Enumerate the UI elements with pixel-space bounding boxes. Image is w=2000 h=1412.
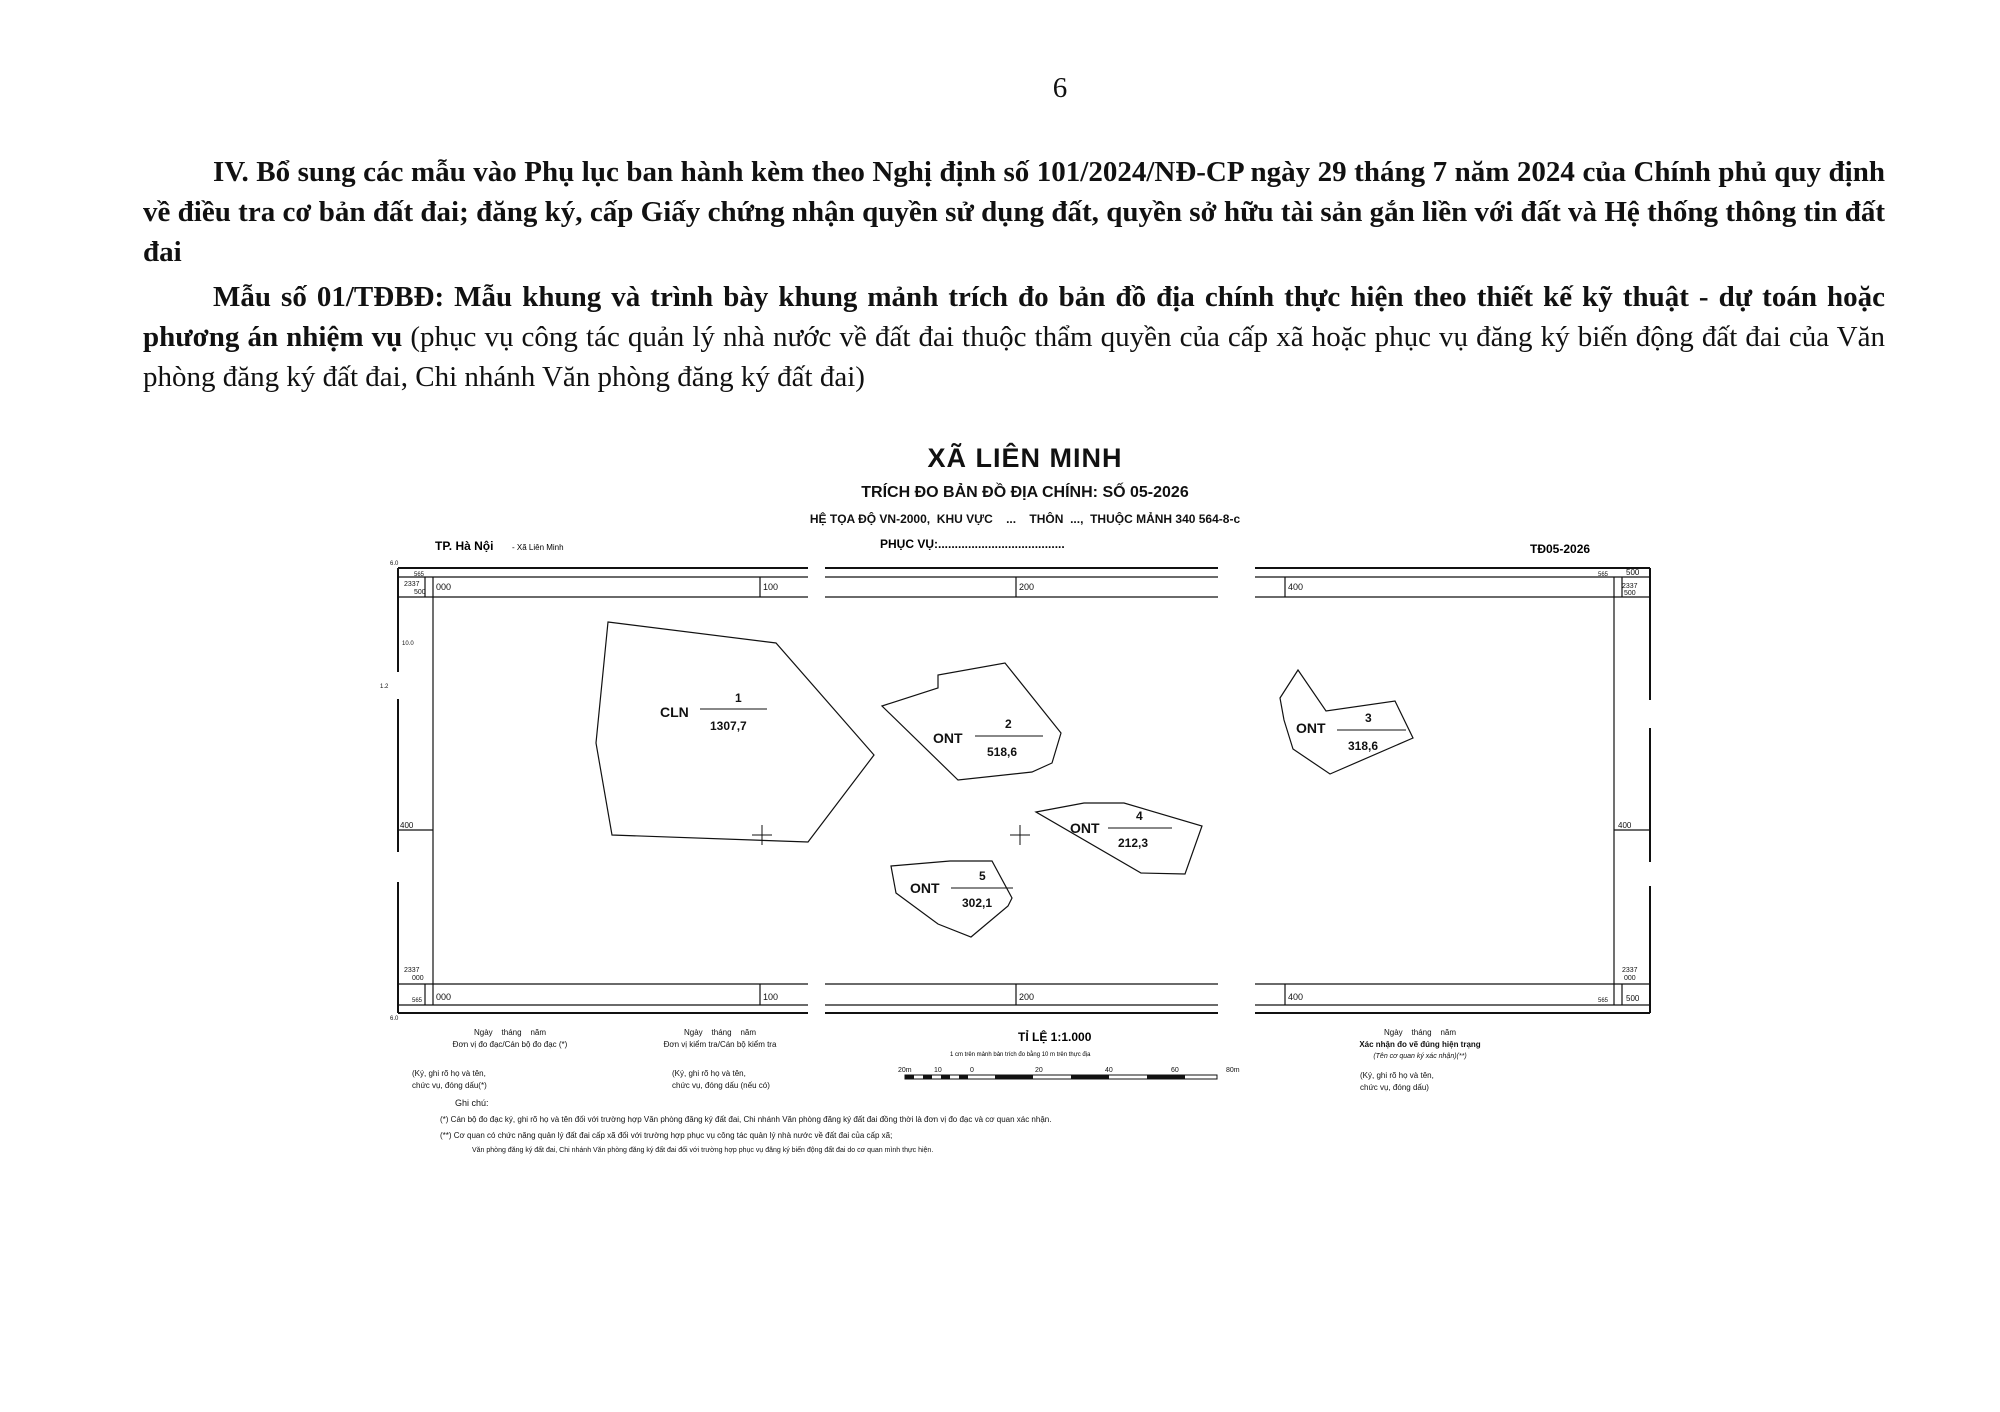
parcel-2-boundary — [882, 663, 1061, 780]
grid-label: 200 — [1019, 992, 1035, 1002]
sign-date: Ngày tháng năm — [1383, 1028, 1457, 1037]
location-sub: - Xã Liên Minh — [512, 543, 564, 552]
grid-label: 500 — [414, 589, 426, 596]
sign-role: Đơn vị kiểm tra/Cán bộ kiểm tra — [663, 1040, 777, 1049]
signature-instruction-surveyor — [412, 1068, 562, 1092]
section-iv-paragraph: IV. Bổ sung các mẫu vào Phụ lục ban hành kèm theo Nghị định số 101/2024/NĐ-CP ngày 29 tháng 7 năm 2024 của Chính phủ quy định về điều tra cơ bản đất đai; đăng ký, cấp Giấy chứng nhận quyền sử dụng đất, quyền sở hữu tài sản gắn liền với đất và Hệ thống thông tin đất đai — [143, 156, 1885, 268]
grid-label: 000 — [436, 992, 452, 1002]
form-01-description: (phục vụ công tác quản lý nhà nước về đất đai thuộc thẩm quyền của cấp xã hoặc phục vụ đăng ký biến động đất đai của Văn phòng đăng ký đất đai, Chi nhánh Văn phòng đăng ký đất đai) — [143, 321, 1885, 393]
location-main: TP. Hà Nội — [435, 539, 494, 553]
scale-tick: 40 — [1105, 1067, 1113, 1074]
scale-tick: 80m — [1226, 1067, 1240, 1074]
grid-label: 2337 — [404, 581, 420, 588]
note-line: (**) Cơ quan có chức năng quản lý đất đai cấp xã đối với trường hợp phục vụ công tác quản lý nhà nước về đất đai của cấp xã; — [440, 1131, 893, 1140]
parcel-number: 4 — [1136, 809, 1143, 823]
sign-role: Xác nhận đo vẽ đúng hiện trạng — [1359, 1040, 1481, 1049]
sign-instruction: (Ký, ghi rõ họ và tên, — [672, 1069, 746, 1078]
grid-label: 400 — [1618, 821, 1632, 830]
notes-heading: Ghi chú: — [455, 1098, 489, 1108]
parcel-area: 212,3 — [1118, 836, 1149, 850]
signature-block-inspector — [640, 1027, 800, 1051]
parcel-type: ONT — [933, 730, 963, 746]
scale-note: 1 cm trên mảnh bản trích đo bằng 10 m trên thực địa — [950, 1052, 1091, 1058]
scale-tick: 0 — [970, 1067, 974, 1074]
grid-label: 2337 — [1622, 583, 1638, 590]
grid-label: 400 — [1288, 582, 1304, 592]
sign-instruction-2: chức vụ, đóng dấu(*) — [412, 1081, 487, 1090]
sign-date: Ngày tháng năm — [473, 1028, 547, 1037]
page-number: 6 — [1052, 72, 1068, 104]
scale-title: TỈ LỆ 1:1.000 — [1018, 1030, 1092, 1044]
parcel-type: ONT — [1296, 720, 1326, 736]
parcel-area: 518,6 — [987, 745, 1018, 759]
serve-label: PHỤC VỤ:...................................... — [880, 537, 1065, 551]
grid-label: 6.0 — [390, 1016, 399, 1022]
grid-label: 500 — [1626, 994, 1640, 1003]
grid-label: 000 — [436, 582, 452, 592]
parcel-5-boundary — [891, 861, 1012, 937]
signature-block-surveyor — [410, 1027, 610, 1051]
note-line: Văn phòng đăng ký đất đai, Chi nhánh Văn phòng đăng ký đất đai đối với trường hợp phục vụ đăng ký biến động đất đai do cơ quan mình thực hiện. — [472, 1147, 934, 1154]
grid-label: 565 — [414, 572, 425, 578]
grid-label: 565 — [1598, 998, 1609, 1004]
sign-date: Ngày tháng năm — [683, 1028, 757, 1037]
frame-outer — [398, 568, 1650, 1013]
map-subtitle: TRÍCH ĐO BẢN ĐỒ ĐỊA CHÍNH: SỐ 05-2026 — [861, 484, 1189, 501]
sign-instruction-2: chức vụ, đóng dấu (nếu có) — [672, 1081, 770, 1090]
grid-label: 10.0 — [402, 641, 414, 647]
grid-label: 000 — [412, 975, 424, 982]
scale-tick: 20m — [898, 1067, 912, 1074]
scale-tick: 60 — [1171, 1067, 1179, 1074]
grid-label: 565 — [412, 998, 423, 1004]
grid-label: 2337 — [404, 967, 420, 974]
map-coordinate-system: HỆ TỌA ĐỘ VN-2000, KHU VỰC ... THÔN ..., THUỘC MẢNH 340 564-8-c — [809, 512, 1241, 526]
grid-label: 565 — [1598, 572, 1609, 578]
sign-role: Đơn vị đo đạc/Cán bộ đo đạc (*) — [452, 1040, 568, 1049]
sign-instruction: (Ký, ghi rõ họ và tên, — [1360, 1071, 1434, 1080]
grid-label: 500 — [1624, 590, 1636, 597]
sign-role-2: (Tên cơ quan ký xác nhận)(**) — [1373, 1053, 1467, 1060]
grid-label: 200 — [1019, 582, 1035, 592]
grid-label: 400 — [400, 821, 414, 830]
parcel-number: 2 — [1005, 717, 1012, 731]
grid-label: 400 — [1288, 992, 1304, 1002]
grid-label: 100 — [763, 992, 779, 1002]
parcel-area: 302,1 — [962, 896, 993, 910]
signature-instruction-confirmation — [1360, 1070, 1500, 1094]
form-01-title: Mẫu số 01/TĐBĐ: Mẫu khung và trình bày khung mảnh trích đo bản đồ địa chính thực hiện theo thiết kế kỹ thuật - dự toán hoặc phương án nhiệm vụ — [143, 281, 1885, 353]
grid-label: 500 — [1626, 568, 1640, 577]
frame-inner — [398, 577, 1650, 1005]
grid-label: 100 — [763, 582, 779, 592]
map-code: TĐ05-2026 — [1530, 542, 1591, 556]
scale-bar — [905, 1075, 1217, 1079]
grid-label: 000 — [1624, 975, 1636, 982]
parcel-number: 1 — [735, 691, 742, 705]
signature-block-confirmation — [1320, 1027, 1520, 1063]
grid-label: 2337 — [1622, 967, 1638, 974]
scale-tick: 20 — [1035, 1067, 1043, 1074]
signature-instruction-inspector — [672, 1068, 832, 1092]
map-title: XÃ LIÊN MINH — [927, 443, 1123, 473]
grid-label: 6.0 — [390, 561, 399, 567]
parcel-type: CLN — [660, 704, 689, 720]
note-line: (*) Cán bộ đo đạc ký, ghi rõ họ và tên đối với trường hợp Văn phòng đăng ký đất đai, Chi nhánh Văn phòng đăng ký đất đai đồng thời là đơn vị đo đạc và cơ quan xác nhận. — [440, 1115, 1052, 1124]
scale-tick: 10 — [934, 1067, 942, 1074]
parcel-type: ONT — [910, 880, 940, 896]
parcel-type: ONT — [1070, 820, 1100, 836]
parcel-number: 5 — [979, 869, 986, 883]
parcel-number: 3 — [1365, 711, 1372, 725]
grid-label: 1.2 — [380, 684, 389, 690]
parcel-area: 318,6 — [1348, 739, 1379, 753]
sign-instruction-2: chức vụ, đóng dấu) — [1360, 1083, 1429, 1092]
parcel-area: 1307,7 — [710, 719, 747, 733]
sign-instruction: (Ký, ghi rõ họ và tên, — [412, 1069, 486, 1078]
